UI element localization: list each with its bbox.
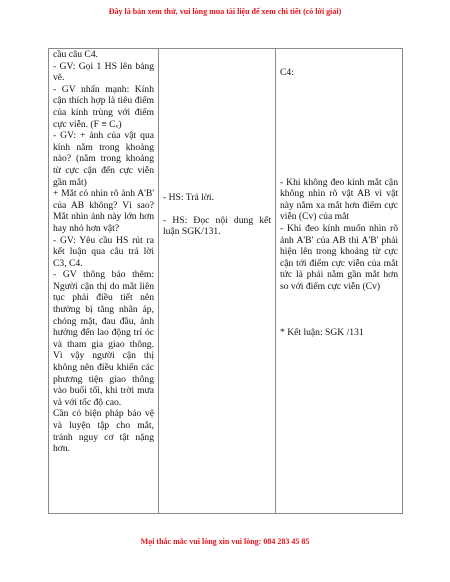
- content-heading: C4:: [280, 67, 294, 78]
- teacher-paragraph: - GV: Gọi 1 HS lên bảng vẽ.: [53, 60, 154, 84]
- conclusion-text: * Kết luận: SGK /131: [280, 326, 364, 338]
- lesson-table: [48, 48, 403, 514]
- teacher-paragraph: - GV thông báo thêm: Người cận thị do mắt liên tục phải điều tiết nên thường bị tăng nhãn áp, chóng mặt, đau đầu, ảnh hưởng đến lao động trí óc và tham gia giao thông. Vì vậy người cận thị không nên điều khiển các phương tiện giao thông vào buổi tối, khi trời mưa và với tốc độ cao.: [53, 269, 154, 408]
- teacher-paragraph: - GV: Yêu cầu HS rút ra kết luận qua câu trả lời C3, C4.: [53, 234, 154, 269]
- teacher-activity-cell: [49, 49, 159, 514]
- teacher-paragraph: - GV: + ảnh của vật qua kính nằm trong khoảng nào? (nằm trong khoảng từ cực cận đến cực viễn gần mắt): [53, 130, 154, 188]
- teacher-paragraph: + Mắt có nhìn rõ ảnh A'B' của AB không? Vì sao? Mắt nhìn ảnh này lớn hơn hay nhỏ hơn vật?: [53, 188, 154, 234]
- content-paragraph: - Khi không đeo kính mắt cận không nhìn rõ vật AB vì vật này nằm xa mắt hơn điểm cực viễn (Cv) của mắt: [280, 176, 398, 223]
- teacher-paragraph: cầu câu C4.: [53, 49, 99, 60]
- teacher-paragraph: Cần có biện pháp bảo vệ và luyện tập cho mắt, tránh nguy cơ tật nặng hơn.: [53, 408, 154, 455]
- student-paragraph: - HS: Trả lời.: [163, 192, 214, 203]
- student-activity-cell: [159, 49, 276, 514]
- student-paragraph: - HS: Đọc nội dung kết luận SGK/131.: [163, 214, 271, 238]
- teacher-paragraph: - GV nhấn mạnh: Kính cận thích hợp là tiêu điểm của kính trùng với điểm cực viễn. (F ≡ Cᵥ): [53, 83, 154, 130]
- content-paragraph: - Khi đeo kính muốn nhìn rõ ảnh A'B' của AB thì A'B' phải hiện lên trong khoảng từ cực cận tới điểm cực viễn của mắt tức là phải nằm gần mắt hơn so với điểm cực viễn (Cv): [280, 222, 398, 292]
- header-banner: Đây là bản xem thử, vui lòng mua tài liệu để xem chi tiết (có lời giải): [108, 7, 342, 16]
- content-cell: [276, 49, 403, 514]
- table-row: [49, 49, 403, 514]
- footer-banner: Mọi thắc mắc vui lòng xin vui lòng: 084 283 45 85: [140, 537, 310, 546]
